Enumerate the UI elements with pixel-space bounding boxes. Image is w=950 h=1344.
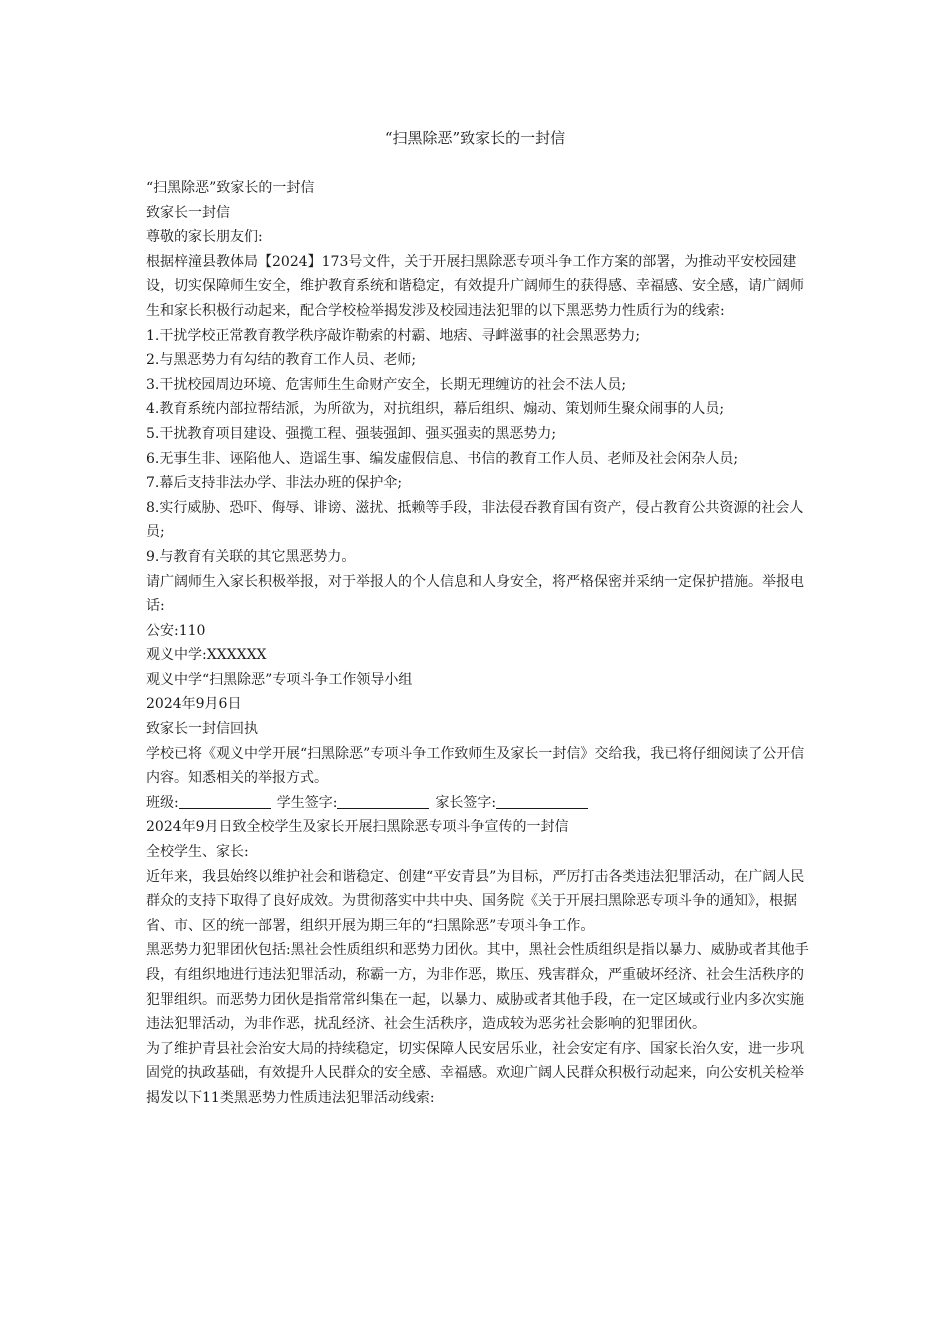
paragraph-list-2 — [146, 815, 810, 1110]
paragraph-list — [146, 176, 810, 791]
paragraph: 7.幕后支持非法办学、非法办班的保护伞; — [146, 475, 403, 492]
paragraph: 近年来，我县始终以维护社会和谐稳定、创建“平安青县”为目标，严厉打击各类违法犯罪活动，在广阔人民群众的支持下取得了良好成效。为贯彻落实中共中央、国务院《关于开展扫黑除恶专项斗争的通知》，根据省、市、区的统一部署，组织开展为期三年的“扫黑除恶”专项斗争工作。 — [146, 868, 805, 934]
student-signature-label: 学生签字: — [276, 794, 338, 811]
class-blank — [179, 792, 271, 809]
parent-signature-label: 家长签字: — [435, 794, 497, 811]
paragraph: 4.教育系统内部拉帮结派，为所欲为，对抗组织，幕后组织、煽动、策划师生聚众闹事的人员; — [146, 401, 725, 418]
paragraph: 请广阔师生入家长积极举报，对于举报人的个人信息和人身安全，将严格保密并采纳一定保护措施。举报电话: — [146, 573, 804, 615]
paragraph: 6.无事生非、诬陷他人、造谣生事、编发虚假信息、书信的教育工作人员、老师及社会闲杂人员; — [146, 450, 739, 467]
parent-signature-blank — [496, 792, 588, 809]
paragraph: 根据梓潼县教体局【2024】173号文件，关于开展扫黑除恶专项斗争工作方案的部署，为推动平安校园建设，切实保障师生安全，维护教育系统和谐稳定，有效提升广阔师生的获得感、幸福感、安全感，请广阔师生和家长积极行动起来，配合学校检举揭发涉及校园违法犯罪的以下黑恶势力性质行为的线索: — [146, 253, 804, 319]
paragraph: 致家长一封信 — [146, 204, 230, 221]
paragraph: 8.实行威胁、恐吓、侮辱、诽谤、滋扰、抵赖等手段，非法侵吞教育国有资产，侵占教育公共资源的社会人员; — [146, 499, 804, 541]
paragraph: 2024年9月6日 — [146, 696, 242, 713]
class-label: 班级: — [146, 794, 179, 811]
student-signature-blank — [337, 792, 429, 809]
paragraph: 观义中学“扫黑除恶”专项斗争工作领导小组 — [146, 671, 413, 688]
paragraph: 1.干扰学校正常教育教学秩序敲诈勒索的村霸、地痞、寻衅滋事的社会黑恶势力; — [146, 327, 641, 344]
document-body — [146, 176, 810, 1111]
paragraph: 致家长一封信回执 — [146, 721, 258, 738]
paragraph: 全校学生、家长: — [146, 844, 249, 861]
paragraph: 观义中学:XXXXXX — [146, 647, 267, 664]
paragraph: “扫黑除恶”致家长的一封信 — [146, 180, 315, 196]
paragraph: 5.干扰教育项目建设、强揽工程、强装强卸、强买强卖的黑恶势力; — [146, 425, 557, 442]
paragraph: 3.干扰校园周边环境、危害师生生命财产安全，长期无理缠访的社会不法人员; — [146, 376, 627, 393]
paragraph: 黑恶势力犯罪团伙包括:黑社会性质组织和恶势力团伙。其中，黑社会性质组织是指以暴力、威胁或者其他手段，有组织地进行违法犯罪活动，称霸一方，为非作恶，欺压、残害群众，严重破坏经济、社会生活秩序的犯罪组织。而恶势力团伙是指常常纠集在一起，以暴力、威胁或者其他手段，在一定区域或行业内多次实施违法犯罪活动，为非作恶，扰乱经济、社会生活秩序，造成较为恶劣社会影响的犯罪团伙。 — [146, 942, 809, 1033]
paragraph: 学校已将《观义中学开展“扫黑除恶”专项斗争工作致师生及家长一封信》交给我，我已将仔细阅读了公开信内容。知悉相关的举报方式。 — [146, 745, 805, 787]
paragraph: 尊敬的家长朋友们: — [146, 229, 263, 246]
paragraph: 2.与黑恶势力有勾结的教育工作人员、老师; — [146, 352, 417, 369]
paragraph: 公安:110 — [146, 622, 206, 639]
paragraph: 9.与教育有关联的其它黑恶势力。 — [146, 548, 356, 565]
document-title: “扫黑除恶”致家长的一封信 — [384, 129, 566, 147]
paragraph: 为了维护青县社会治安大局的持续稳定，切实保障人民安居乐业，社会安定有序、国家长治久安，进一步巩固党的执政基础，有效提升人民群众的安全感、幸福感。欢迎广阔人民群众积极行动起来，向公安机关检举揭发以下11类黑恶势力性质违法犯罪活动线索: — [146, 1040, 804, 1106]
paragraph: 2024年9月日致全校学生及家长开展扫黑除恶专项斗争宣传的一封信 — [146, 819, 569, 836]
signature-row — [146, 791, 810, 816]
